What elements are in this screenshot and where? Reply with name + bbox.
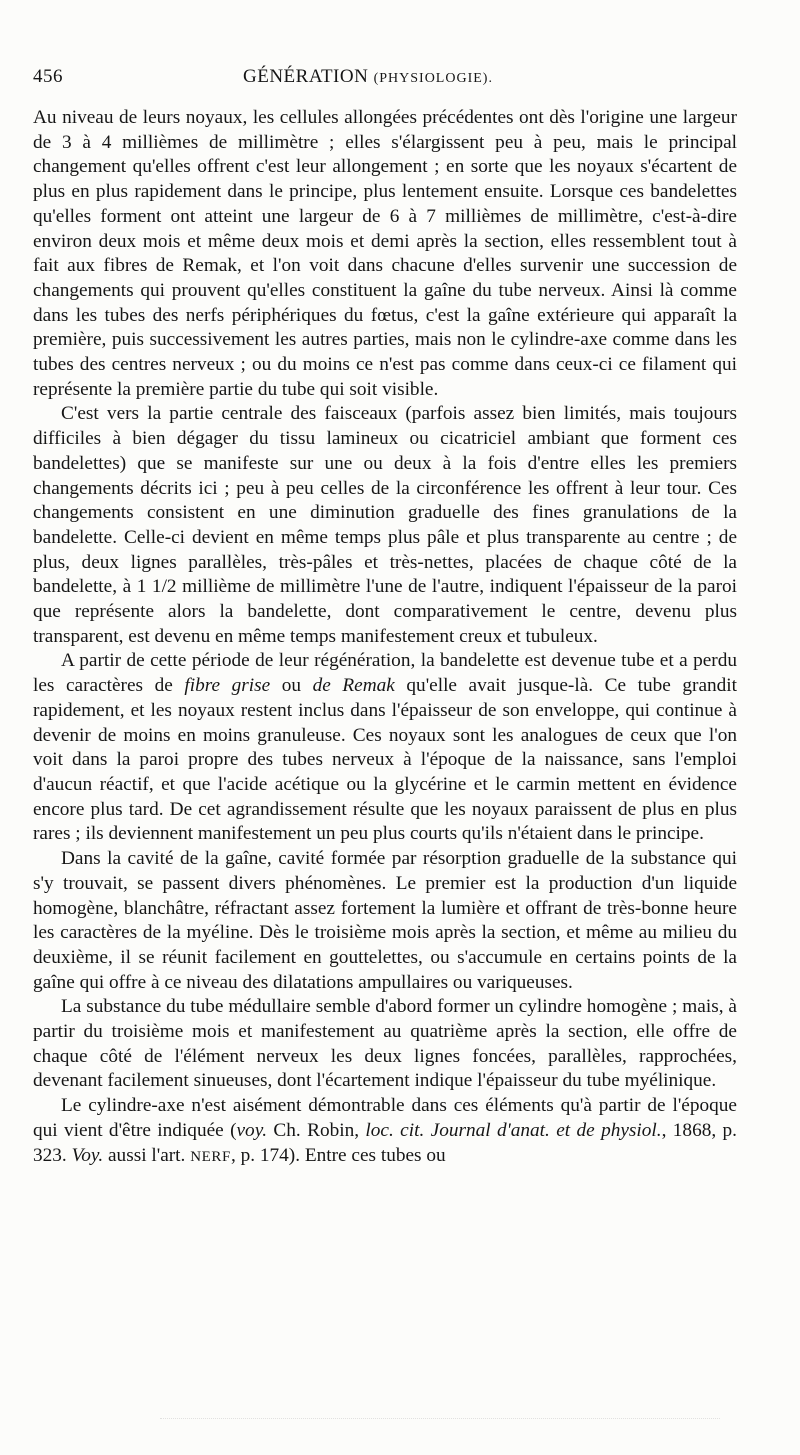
- running-title-sub: (PHYSIOLOGIE).: [373, 71, 493, 86]
- paragraph-2: C'est vers la partie centrale des faisceaux (parfois assez bien limités, mais toujours difficiles à bien dégager du tissu lamineux ou cicatriciel ambiant que forment ces bandelettes) que se manifeste sur une ou deux à la fois d'entre elles les premiers changements décrits ici ; peu à peu celles de la circonférence les offrent à leur tour. Ces changements consistent en une diminution graduelle des fines granulations de la bandelette. Celle-ci devient en même temps plus pâle et plus transparente au centre ; de plus, deux lignes parallèles, très-pâles et très-nettes, placées de chaque côté de la bandelette, à 1 1/2 millième de millimètre l'une de l'autre, indiquent l'épaisseur de la paroi que représente alors la bandelette, dont comparativement le centre, devenu plus transparent, est devenu en même temps manifestement creux et tubuleux.: [33, 403, 737, 647]
- paragraph-3-italic-fibre-grise: fibre grise: [184, 675, 271, 697]
- bleed-through-artifact: [160, 1410, 720, 1419]
- paragraph-6-smallcaps-nerf: NERF: [190, 1148, 231, 1165]
- paragraph-1: Au niveau de leurs noyaux, les cellules allongées précédentes ont dès l'origine une largeur de 3 à 4 millièmes de millimètre ; elles s'élargissent peu à peu, mais le principal changement qu'elles offrent c'est leur allongement ; en sorte que les noyaux s'écartent de plus en plus rapidement dans le principe, plus lentement ensuite. Lorsque ces bandelettes qu'elles forment ont atteint une largeur de 6 à 7 millièmes de millimètre, c'est-à-dire environ deux mois et même deux mois et demi après la section, elles ressemblent tout à fait aux fibres de Remak, et l'on voit dans chacune d'elles survenir une succession de changements qui prouvent qu'elles constituent la gaîne du tube nerveux. Ainsi là comme dans les tubes des nerfs périphériques du fœtus, c'est la gaîne extérieure qui apparaît la première, puis successivement les autres parties, mais non le cylindre-axe comme dans les tubes des centres nerveux ; ou du moins ce n'est pas comme dans ceux-ci ce filament qui représente la première partie du tube qui soit visible.: [33, 107, 737, 400]
- paragraph-6-part-d: aussi l'art.: [103, 1144, 191, 1166]
- paragraph-4: Dans la cavité de la gaîne, cavité formée par résorption graduelle de la substance qui s'y trouvait, se passent divers phénomènes. Le premier est la production d'un liquide homogène, blanchâtre, réfractant assez fortement la lumière et offrant de très-bonne heure les caractères de la myéline. Dès le troisième mois après la section, et même au milieu du deuxième, il se réunit facilement en gouttelettes, ou s'accumule en certains points de la gaîne qui offre à ce niveau des dilatations ampullaires ou variqueuses.: [33, 848, 737, 993]
- paragraph-6-italic-citation: loc. cit. Journal d'anat. et de physiol.: [365, 1119, 662, 1141]
- running-title-main: GÉNÉRATION: [243, 66, 369, 87]
- paragraph-3-part-c: qu'elle avait jusque-là. Ce tube grandit rapidement, et les noyaux restent inclus dans l'épaisseur de son enveloppe, qui continue à devenir de moins en moins granuleuse. Ces noyaux sont les analogues de ceux que l'on voit dans la paroi propre des tubes nerveux à l'époque de la naissance, sans l'emploi d'aucun réactif, et que l'acide acétique ou la glycérine et le carmin mettent en évidence encore plus tard. De cet agrandissement résulte que les noyaux paraissent de plus en plus rares ; ils deviennent manifestement un peu plus courts qu'ils n'étaient dans le principe.: [33, 675, 738, 845]
- paragraph-6-part-c: , 1868, p. 323.: [33, 1119, 737, 1166]
- paragraph-6-part-b: Ch. Robin,: [267, 1119, 366, 1141]
- paragraph-6-italic-voy: voy.: [236, 1119, 268, 1141]
- page-number: 456: [33, 66, 63, 87]
- body-text: [33, 106, 737, 1169]
- running-header: [33, 66, 737, 94]
- paragraph-3-italic-de-remak: de Remak: [312, 675, 395, 697]
- paragraph-5: La substance du tube médullaire semble d'abord former un cylindre homogène ; mais, à partir du troisième mois et manifestement au quatrième après la section, elle offre de chaque côté de l'élément nerveux les deux lignes foncées, parallèles, rapprochées, devenant facilement sinueuses, dont l'écartement indique l'épaisseur du tube myélinique.: [33, 996, 737, 1092]
- running-title: [243, 66, 493, 88]
- paragraph-6: [33, 1094, 737, 1169]
- paragraph-6-italic-voy-2: Voy.: [71, 1144, 104, 1166]
- paragraph-3-part-b: ou: [270, 675, 313, 697]
- paragraph-6-part-e: , p. 174). Entre ces tubes ou: [230, 1144, 446, 1166]
- paragraph-6-part-a: Le cylindre-axe n'est aisément démontrable dans ces éléments qu'à partir de l'époque qui vient d'être indiquée (: [33, 1095, 737, 1141]
- paragraph-3: [33, 649, 737, 847]
- paragraph-3-part-a: A partir de cette période de leur régénération, la bandelette est devenue tube et a perdu les caractères de: [33, 650, 737, 697]
